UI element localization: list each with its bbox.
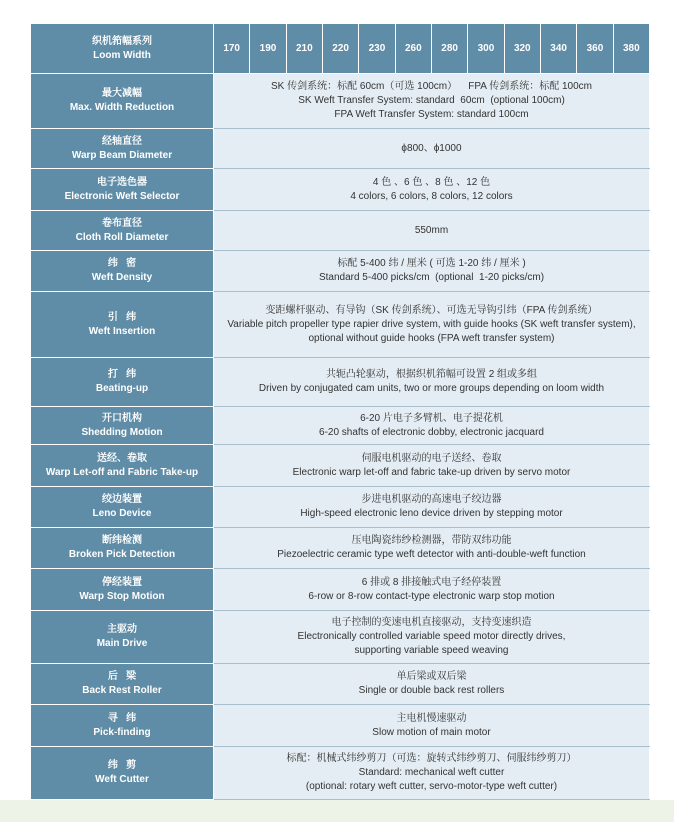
spec-value-line: optional without guide hooks (FPA weft transfer system) [308, 332, 555, 344]
spec-row [31, 358, 650, 407]
spec-label-cn: 引 纬 [107, 311, 137, 323]
spec-row [31, 74, 650, 129]
spec-value [214, 445, 650, 487]
spec-row [31, 569, 650, 611]
spec-value-line: 伺服电机驱动的电子送经、卷取 [361, 452, 502, 464]
spec-label-en: Broken Pick Detection [68, 549, 176, 560]
spec-label-en: Cloth Roll Diameter [75, 231, 169, 243]
spec-row [31, 129, 650, 169]
spec-label-en: Leno Device [92, 508, 152, 519]
spec-value [214, 611, 650, 664]
spec-value [214, 358, 650, 407]
spec-label-en: Back Rest Roller [82, 685, 162, 696]
spec-label-en: Beating-up [95, 383, 149, 394]
spec-label-en: Warp Stop Motion [79, 590, 165, 602]
spec-value-line: 550mm [414, 224, 449, 236]
spec-value [214, 487, 650, 528]
spec-value-line: 主电机慢速驱动 [396, 712, 467, 724]
spec-label [31, 569, 214, 611]
spec-value-line: (optional: rotary weft cutter, servo-motor-type weft cutter) [305, 781, 558, 792]
spec-value-line: supporting variable speed weaving [354, 645, 509, 656]
width-cell: 380 [613, 24, 649, 74]
spec-label [31, 74, 214, 129]
spec-value-line: FPA Weft Transfer System: standard 100cm [334, 109, 529, 120]
spec-label [31, 611, 214, 664]
spec-value [214, 211, 650, 251]
width-cell: 300 [468, 24, 504, 74]
spec-value [214, 407, 650, 445]
spec-row [31, 747, 650, 800]
width-cell: 280 [431, 24, 467, 74]
spec-label-cn: 打 纬 [107, 369, 137, 380]
spec-value-line: 6 排或 8 排接触式电子经停装置 [361, 576, 502, 588]
spec-label-en: Shedding Motion [81, 426, 163, 438]
spec-value [214, 664, 650, 705]
spec-label-cn: 开口机构 [102, 412, 142, 424]
spec-label-cn: 经轴直径 [102, 135, 142, 147]
spec-row [31, 169, 650, 211]
spec-value-line: Electronically controlled variable speed motor directly drives, [297, 631, 566, 642]
spec-label [31, 445, 214, 487]
spec-value-line: 步进电机驱动的高速电子绞边器 [361, 494, 502, 505]
spec-row [31, 211, 650, 251]
spec-label-en: Pick-finding [93, 726, 151, 738]
width-cell: 220 [322, 24, 358, 74]
spec-row [31, 407, 650, 445]
spec-label-cn: 纬 密 [107, 258, 137, 269]
spec-row [31, 528, 650, 569]
spec-label-cn: 寻 纬 [107, 712, 137, 724]
spec-label-en: Warp Let-off and Fabric Take-up [45, 466, 199, 478]
width-cell: 320 [504, 24, 540, 74]
spec-value-line: 4 colors, 6 colors, 8 colors, 12 colors [350, 190, 513, 202]
spec-table [30, 23, 650, 800]
spec-label-cn: 断纬检测 [102, 535, 142, 546]
header-label [31, 24, 214, 74]
spec-row [31, 487, 650, 528]
spec-value-line: SK Weft Transfer System: standard 60cm (optional 100cm) [298, 95, 565, 106]
spec-value-line: 标配：机械式纬纱剪刀（可选：旋转式纬纱剪刀、伺服纬纱剪刀） [286, 753, 577, 764]
width-cell: 230 [359, 24, 395, 74]
spec-value-line: 压电陶瓷纬纱检测器，带防双纬功能 [351, 535, 512, 546]
spec-label-cn: 卷布直径 [102, 217, 142, 229]
spec-value-line: 标配 5-400 纬 / 厘米 ( 可选 1-20 纬 / 厘米 ) [337, 258, 526, 269]
spec-value-line: Standard 5-400 picks/cm (optional 1-20 picks/cm) [318, 272, 545, 283]
spec-value-line: Single or double back rest rollers [358, 685, 505, 696]
spec-label [31, 487, 214, 528]
spec-row [31, 611, 650, 664]
spec-label-en: Weft Cutter [95, 774, 149, 785]
spec-value-line: High-speed electronic leno device driven by stepping motor [300, 508, 563, 519]
spec-label-cn: 后 梁 [107, 671, 137, 682]
width-cell: 190 [250, 24, 286, 74]
spec-value [214, 569, 650, 611]
spec-value-line: 6-20 片电子多臂机、电子提花机 [360, 412, 503, 424]
spec-value-line: 电子控制的变速电机直接驱动，支持变速织造 [331, 617, 532, 628]
spec-label [31, 358, 214, 407]
spec-label [31, 169, 214, 211]
spec-value-line: SK 传剑系统：标配 60cm（可选 100cm） FPA 传剑系统：标配 100cm [271, 81, 592, 92]
spec-label-cn: 最大减幅 [102, 88, 142, 99]
spec-row [31, 292, 650, 358]
spec-value [214, 129, 650, 169]
spec-label-cn: 送经、卷取 [97, 452, 147, 464]
header-row [31, 24, 650, 74]
spec-value-line: 6-row or 8-row contact-type electronic warp stop motion [308, 590, 555, 602]
spec-row [31, 445, 650, 487]
spec-label [31, 292, 214, 358]
spec-value [214, 74, 650, 129]
spec-value-line: Driven by conjugated cam units, two or more groups depending on loom width [258, 383, 605, 394]
bottom-band [0, 800, 674, 822]
header-label-en: Loom Width [93, 49, 151, 61]
spec-value [214, 292, 650, 358]
spec-label-en: Max. Width Reduction [69, 102, 175, 113]
spec-label-en: Main Drive [96, 638, 148, 649]
spec-label [31, 251, 214, 292]
width-cell: 360 [577, 24, 613, 74]
spec-label-cn: 电子选色器 [97, 176, 147, 188]
spec-value [214, 251, 650, 292]
spec-value-line: 4 色 、6 色 、8 色 、12 色 [372, 176, 491, 188]
spec-label-cn: 纬 剪 [107, 760, 137, 771]
spec-label [31, 211, 214, 251]
spec-label [31, 664, 214, 705]
spec-value-line: 共轭凸轮驱动，根据织机筘幅可设置 2 组或多组 [325, 369, 538, 380]
spec-label [31, 705, 214, 747]
spec-label-en: Electronic Weft Selector [64, 190, 180, 202]
spec-value [214, 705, 650, 747]
spec-value-line: Piezoelectric ceramic type weft detector with anti-double-weft function [277, 549, 586, 560]
width-cell: 260 [395, 24, 431, 74]
spec-value-line: ϕ800、ϕ1000 [401, 142, 462, 154]
spec-label-cn: 主驱动 [107, 624, 137, 635]
spec-label-en: Weft Insertion [88, 325, 156, 337]
spec-label-cn: 停经装置 [102, 576, 142, 588]
spec-row [31, 664, 650, 705]
spec-value-line: 单后梁或双后梁 [396, 671, 467, 682]
spec-label [31, 528, 214, 569]
spec-value [214, 169, 650, 211]
spec-value-line: 变距螺杆驱动、有导钩（SK 传剑系统）、可选无导钩引纬（FPA 传剑系统） [265, 304, 598, 316]
spec-label [31, 407, 214, 445]
width-cell: 210 [286, 24, 322, 74]
spec-value-line: Variable pitch propeller type rapier drive system, with guide hooks (SK weft transfer system), [227, 318, 636, 330]
spec-row [31, 251, 650, 292]
header-label-cn: 织机筘幅系列 [92, 35, 152, 47]
spec-row [31, 705, 650, 747]
spec-label-en: Warp Beam Diameter [71, 149, 173, 161]
spec-label-en: Weft Density [91, 272, 153, 283]
spec-value [214, 528, 650, 569]
width-cell: 170 [214, 24, 250, 74]
spec-value [214, 747, 650, 800]
spec-label [31, 129, 214, 169]
spec-value-line: Electronic warp let-off and fabric take-up driven by servo motor [292, 466, 571, 478]
spec-value-line: 6-20 shafts of electronic dobby, electronic jacquard [319, 426, 544, 438]
spec-value-line: Standard: mechanical weft cutter [358, 767, 505, 778]
spec-label-cn: 绞边装置 [102, 494, 142, 505]
width-cell: 340 [540, 24, 576, 74]
spec-value-line: Slow motion of main motor [372, 726, 491, 738]
spec-label [31, 747, 214, 800]
